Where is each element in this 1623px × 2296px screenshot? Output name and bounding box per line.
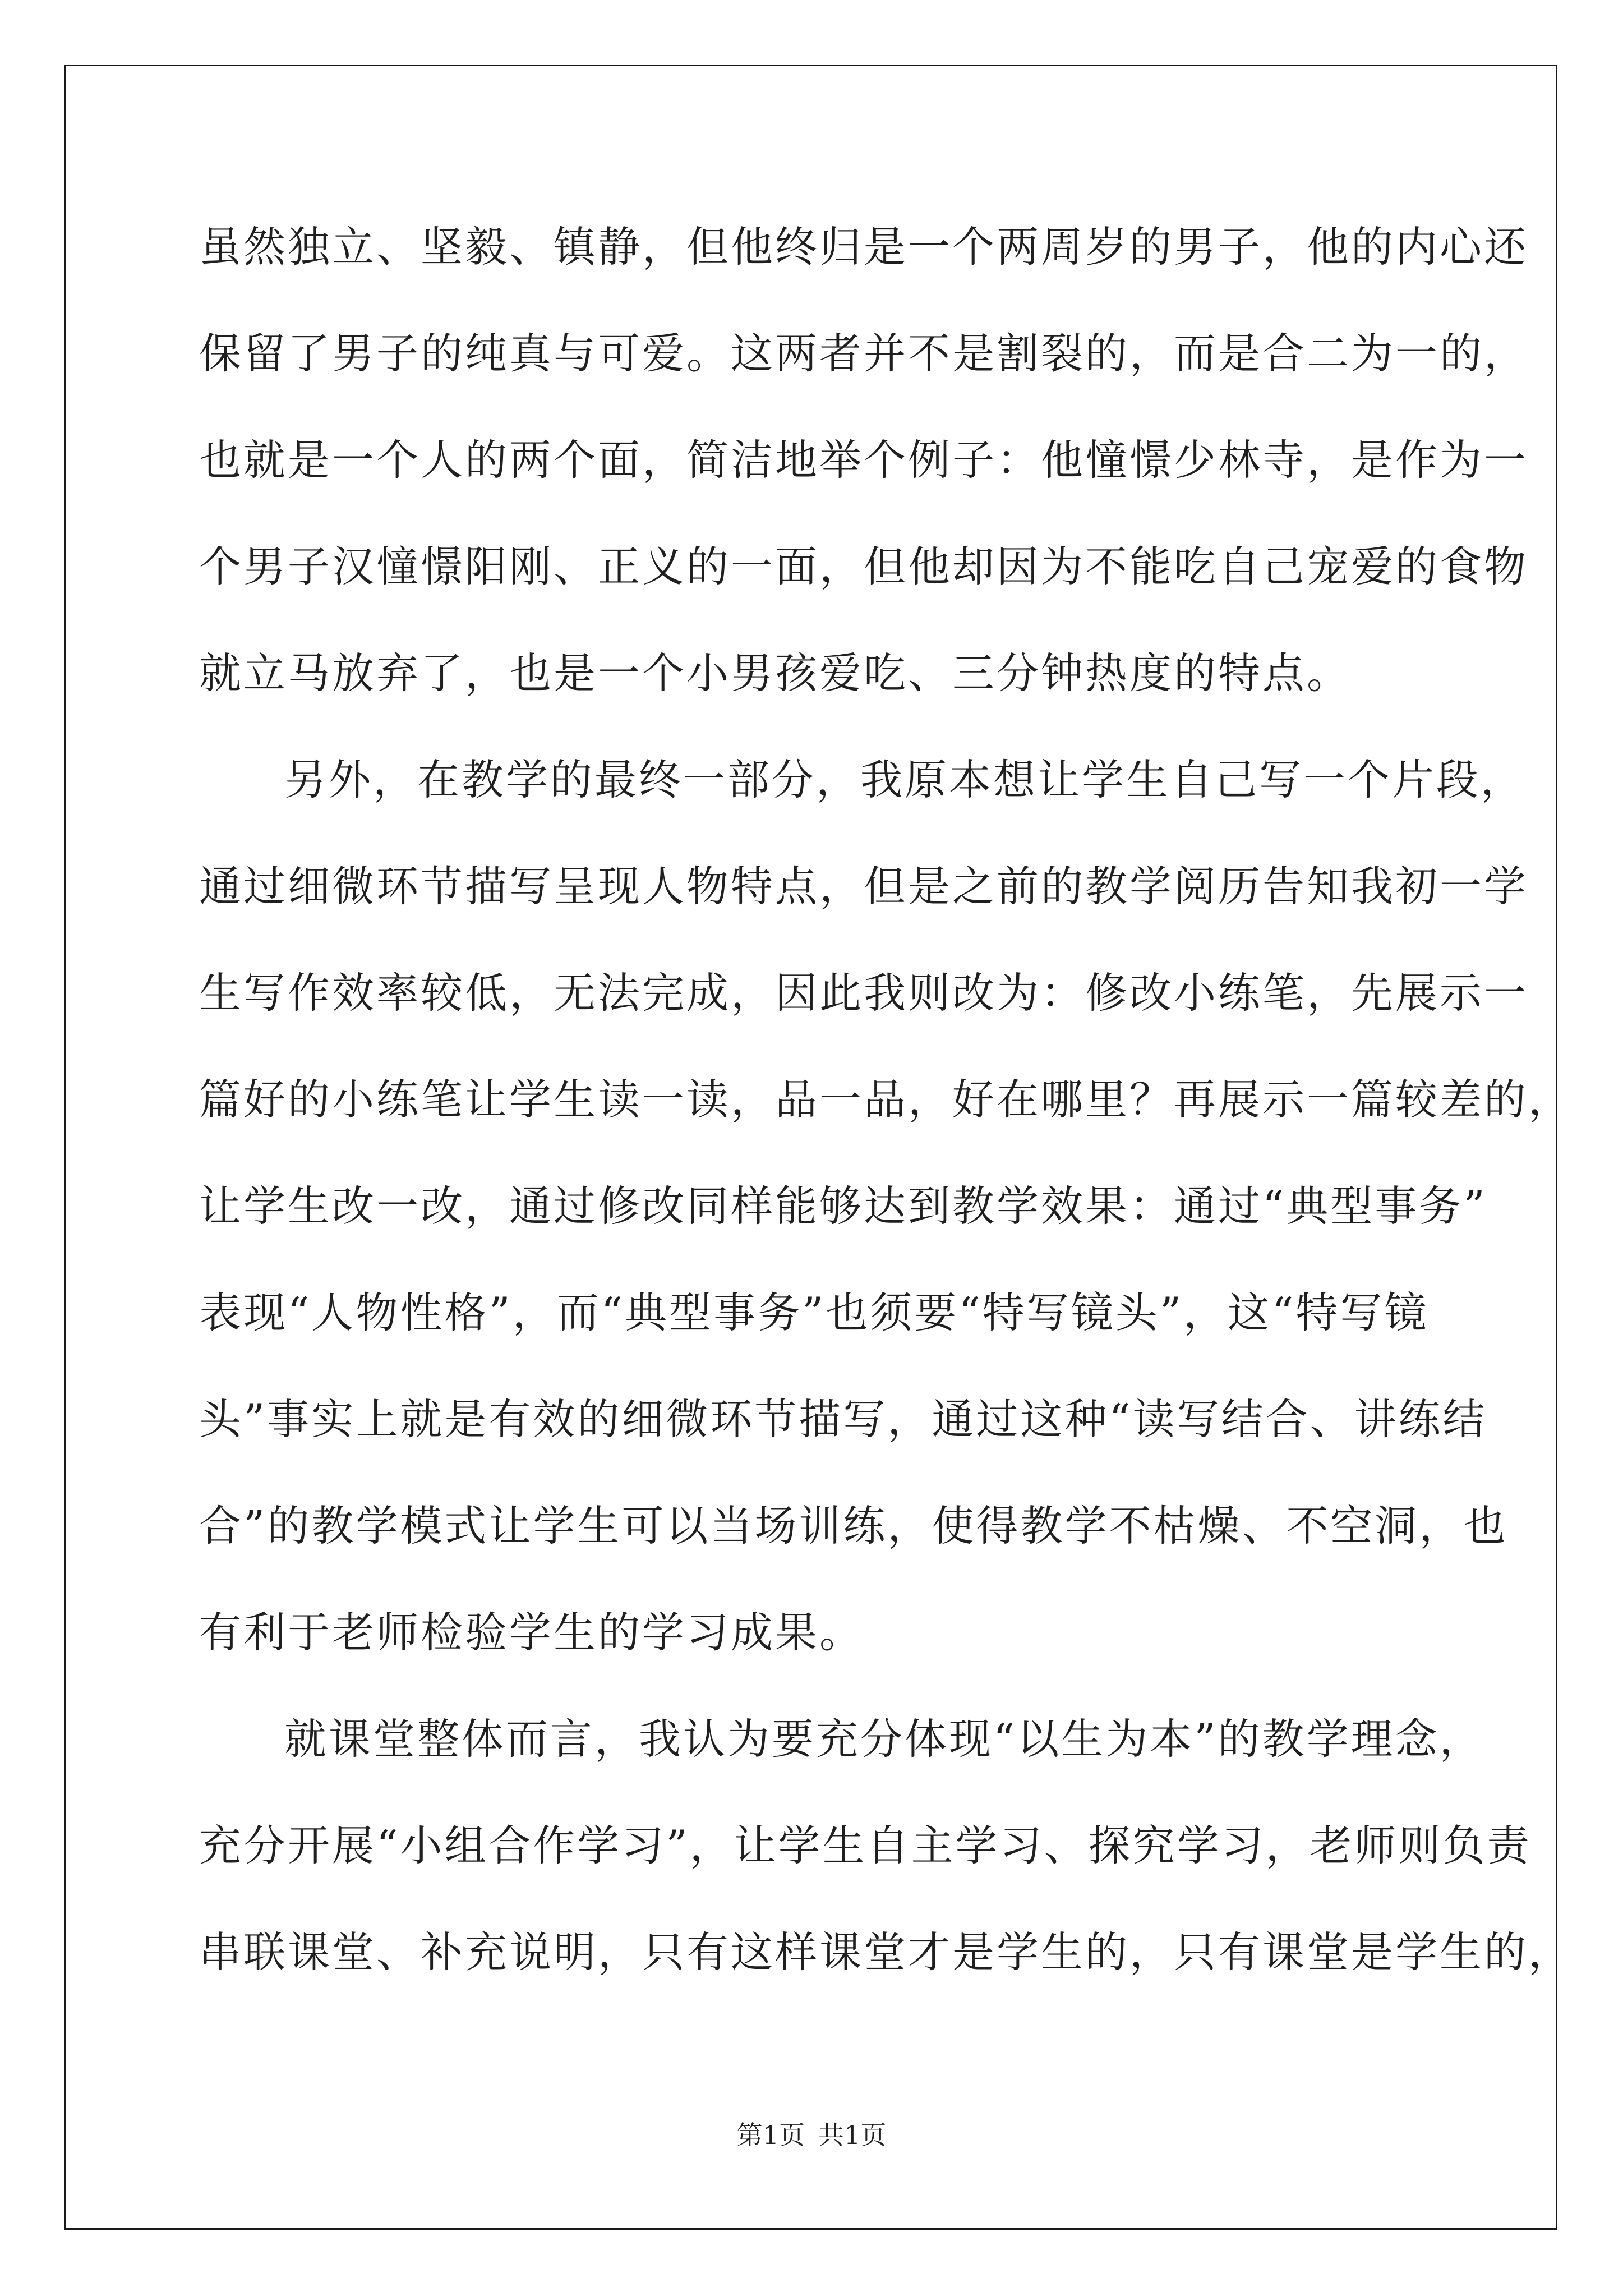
text-line: 生写作效率较低，无法完成，因此我则改为：修改小练笔，先展示一 [199, 968, 1529, 1018]
text-line: 表现“人物性格”，而“典型事务”也须要“特写镜头”，这“特写镜 [199, 1288, 1429, 1337]
text-line: 串联课堂、补充说明，只有这样课堂才是学生的，只有课堂是学生的， [199, 1927, 1573, 1977]
text-line: 也就是一个人的两个面，简洁地举个例子：他憧憬少林寺，是作为一 [199, 435, 1529, 485]
text-line: 通过细微环节描写呈现人物特点，但是之前的教学阅历告知我初一学 [199, 862, 1529, 911]
text-line: 让学生改一改，通过修改同样能够达到教学效果：通过“典型事务” [199, 1181, 1487, 1231]
text-line: 就立马放弃了，也是一个小男孩爱吃、三分钟热度的特点。 [199, 648, 1352, 698]
paragraph-start-line: 另外，在教学的最终一部分，我原本想让学生自己写一个片段， [284, 755, 1525, 804]
text-line: 充分开展“小组合作学习”，让学生自主学习、探究学习，老师则负责 [199, 1821, 1532, 1870]
page-footer [0, 2115, 1623, 2152]
document-body [199, 213, 1573, 2025]
text-line: 保留了男子的纯真与可爱。这两者并不是割裂的，而是合二为一的， [199, 329, 1529, 378]
text-line: 合”的教学模式让学生可以当场训练，使得教学不枯燥、不空洞，也 [199, 1501, 1508, 1550]
page-number-total: 共1页 [818, 2120, 887, 2150]
text-line: 头”事实上就是有效的细微环节描写，通过这种“读写结合、讲练结 [199, 1395, 1487, 1444]
text-line: 有利于老师检验学生的学习成果。 [199, 1608, 864, 1657]
page-number-current: 第1页 [736, 2120, 805, 2150]
text-line: 个男子汉憧憬阳刚、正义的一面，但他却因为不能吃自己宠爱的食物 [199, 542, 1529, 591]
paragraph-start-line: 就课堂整体而言，我认为要充分体现“以生为本”的教学理念， [284, 1714, 1484, 1764]
text-line: 篇好的小练笔让学生读一读，品一品，好在哪里？再展示一篇较差的， [199, 1075, 1573, 1124]
text-line: 虽然独立、坚毅、镇静，但他终归是一个两周岁的男子，他的内心还 [199, 222, 1529, 272]
